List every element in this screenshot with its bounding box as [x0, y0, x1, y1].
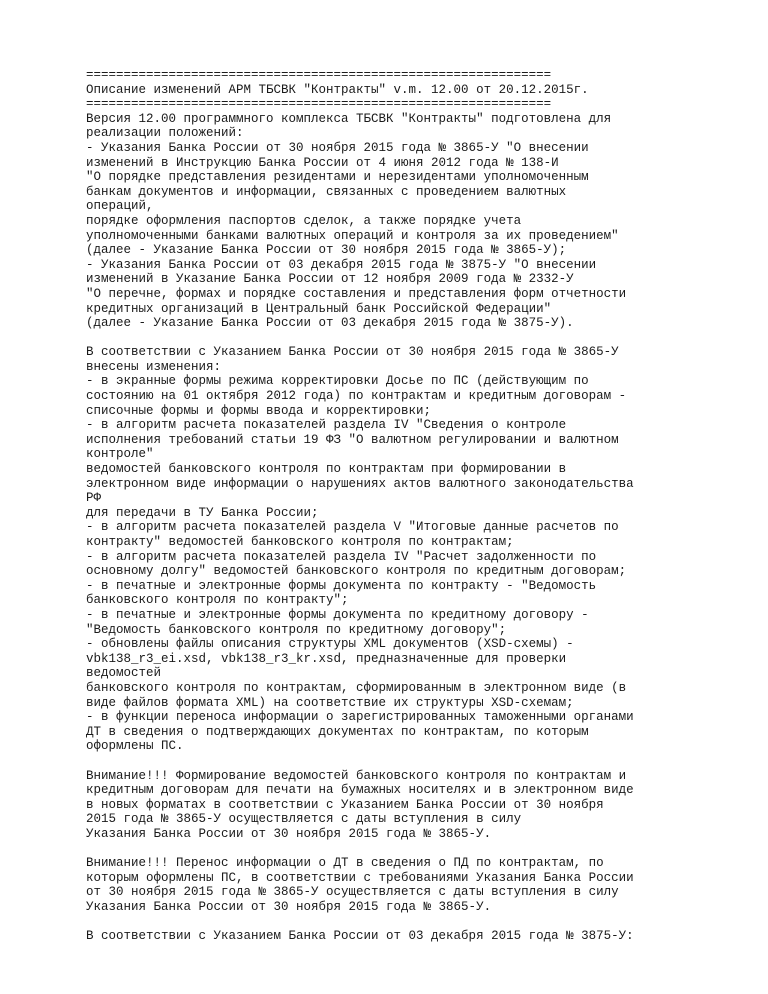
text-line: банковского контроля по контракту"; — [86, 593, 349, 608]
text-line: кредитным договорам для печати на бумажных носителях и в электронном виде — [86, 783, 634, 798]
text-line: контракту" ведомостей банковского контроля по контрактам; — [86, 535, 514, 549]
text-line: Описание изменений АРМ ТБСВК "Контракты" v.m. 12.00 от 20.12.2015г. — [86, 82, 589, 97]
text-line: реализации положений: — [86, 126, 244, 141]
blank-line — [86, 754, 756, 769]
text-line: vbk138_r3_ei.xsd, vbk138_r3_kr.xsd, предназначенные для проверки — [86, 651, 567, 666]
blank-line — [86, 914, 756, 929]
text-line: "Ведомость банковского контроля по кредитному договору"; — [86, 622, 507, 637]
text-line: для передачи в ТУ Банка России; — [86, 505, 319, 520]
text-line: - в функции переноса информации о зарегистрированных таможенными органами — [86, 710, 634, 725]
text-line: которым оформлены ПС, в соответствии с требованиями Указания Банка России — [86, 870, 634, 885]
text-line: Указания Банка России от 30 ноября 2015 года № 3865-У. — [86, 899, 492, 914]
separator-line: ============================================================== — [86, 97, 552, 112]
text-line: (далее - Указание Банка России от 30 ноября 2015 года № 3865-У); — [86, 243, 567, 258]
text-line: Версия 12.00 программного комплекса ТБСВК "Контракты" подготовлена для — [86, 111, 612, 126]
text-line: виде файлов формата XML) на соответствие их структуры XSD-схемам; — [86, 695, 574, 710]
text-line: уполномоченными банками валютных операций и контроля за их проведением" — [86, 228, 619, 243]
document-page — [86, 68, 756, 944]
text-line: - в алгоритм расчета показателей раздела IV "Сведения о контроле — [86, 418, 567, 433]
text-line: В соответствии с Указанием Банка России от 30 ноября 2015 года № 3865-У — [86, 345, 619, 360]
text-line: - в печатные и электронные формы документа по кредитному договору - — [86, 607, 589, 622]
text-line: В соответствии с Указанием Банка России от 03 декабря 2015 года № 3875-У: — [86, 929, 634, 944]
text-line: изменений в Указание Банка России от 12 ноября 2009 года № 2332-У — [86, 272, 574, 287]
blank-line — [86, 841, 756, 856]
text-line: - в алгоритм расчета показателей раздела V "Итоговые данные расчетов по — [86, 520, 619, 535]
text-line: ДТ в сведения о подтверждающих документах по контрактам, по которым — [86, 724, 589, 739]
text-line: банковского контроля по контрактам, сформированным в электронном виде (в — [86, 680, 627, 695]
separator-line: ============================================================== — [86, 68, 552, 82]
text-line: ведомостей банковского контроля по контрактам при формировании в — [86, 462, 567, 477]
text-line: контроле" — [86, 447, 154, 462]
text-line: порядке оформления паспортов сделок, а также порядке учета — [86, 213, 522, 228]
text-line: исполнения требований статьи 19 ФЗ "О валютном регулировании и валютном — [86, 432, 619, 447]
text-line: (далее - Указание Банка России от 03 декабря 2015 года № 3875-У). — [86, 316, 574, 331]
text-line: в новых форматах в соответствии с Указанием Банка России от 30 ноября — [86, 797, 604, 812]
text-line: РФ — [86, 491, 102, 506]
text-line: изменений в Инструкцию Банка России от 4 июня 2012 года № 138-И — [86, 155, 559, 170]
text-line: списочные формы и формы ввода и корректировки; — [86, 403, 432, 418]
text-line: - Указания Банка России от 03 декабря 2015 года № 3875-У "О внесении — [86, 257, 597, 272]
text-line: от 30 ноября 2015 года № 3865-У осуществляется с даты вступления в силу — [86, 885, 619, 900]
text-line: "О перечне, формах и порядке составления и представления форм отчетности — [86, 286, 627, 301]
text-line: - в экранные формы режима корректировки Досье по ПС (действующим по — [86, 374, 589, 389]
text-line: электронном виде информации о нарушениях актов валютного законодательства — [86, 476, 634, 491]
text-line: - обновлены файлы описания структуры XML документов (XSD-схемы) - — [86, 637, 574, 652]
text-line: "О порядке представления резидентами и нерезидентами уполномоченным — [86, 170, 589, 185]
text-line: - Указания Банка России от 30 ноября 2015 года № 3865-У "О внесении — [86, 140, 589, 155]
text-line: основному долгу" ведомостей банковского контроля по кредитным договорам; — [86, 564, 627, 579]
text-line: - в алгоритм расчета показателей раздела IV "Расчет задолженности по — [86, 549, 597, 564]
text-line: состоянию на 01 октября 2012 года) по контрактам и кредитным договорам - — [86, 389, 627, 404]
text-line: оформлены ПС. — [86, 739, 184, 754]
text-line: операций, — [86, 199, 154, 214]
text-line: внесены изменения: — [86, 359, 222, 374]
blank-line — [86, 331, 756, 346]
text-line: Внимание!!! Формирование ведомостей банковского контроля по контрактам и — [86, 768, 627, 783]
text-line: банкам документов и информации, связанных с проведением валютных — [86, 184, 567, 199]
text-line: кредитных организаций в Центральный банк Российской Федерации" — [86, 301, 552, 316]
text-line: ведомостей — [86, 666, 162, 681]
text-line: - в печатные и электронные формы документа по контракту - "Ведомость — [86, 578, 597, 593]
text-line: 2015 года № 3865-У осуществляется с даты вступления в силу — [86, 812, 522, 827]
text-line: Внимание!!! Перенос информации о ДТ в сведения о ПД по контрактам, по — [86, 856, 604, 871]
text-line: Указания Банка России от 30 ноября 2015 года № 3865-У. — [86, 826, 492, 841]
